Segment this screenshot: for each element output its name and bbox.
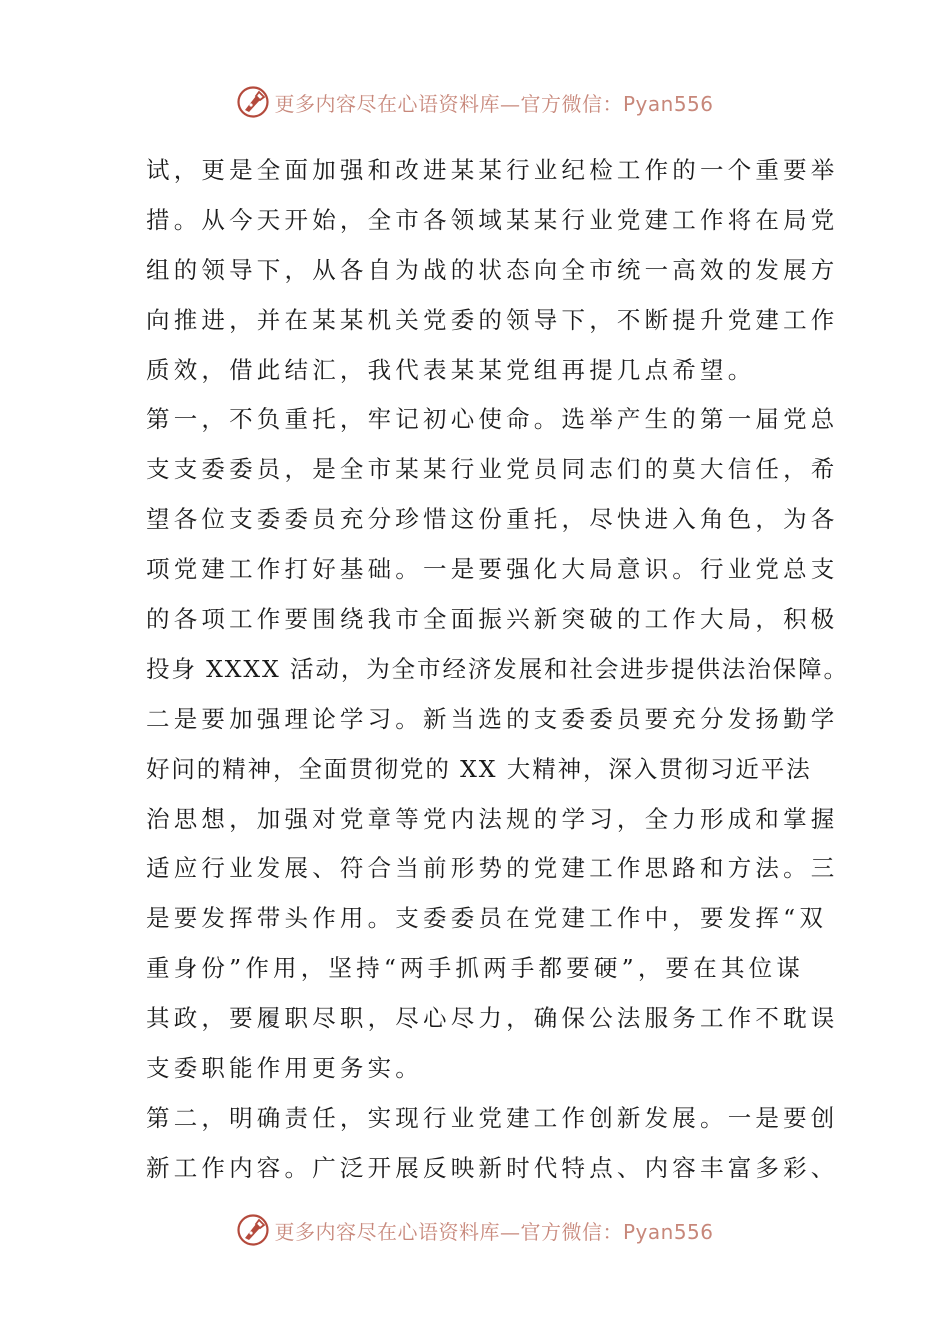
body-line: 的各项工作要围绕我市全面振兴新突破的工作大局，积极: [146, 605, 839, 634]
body-line: 好问的精神，全面贯彻党的 XX 大精神，深入贯彻习近平法: [146, 754, 812, 783]
body-line: 望各位支委委员充分珍惜这份重托，尽快进入角色，为各: [146, 505, 839, 534]
header-banner-main: 更多内容尽在心语资料库: [274, 91, 500, 116]
body-line: 是要发挥带头作用。支委委员在党建工作中，要发挥“双: [146, 904, 828, 933]
body-line: 第二，明确责任，实现行业党建工作创新发展。一是要创: [146, 1103, 839, 1132]
header-banner-text: [274, 88, 713, 117]
body-line: 重身份”作用，坚持“两手抓两手都要硬”，要在其位谋: [146, 954, 805, 983]
header-banner-id: Pyan556: [622, 91, 714, 116]
footer-banner: [0, 1208, 950, 1252]
footer-banner-main: 更多内容尽在心语资料库: [274, 1219, 500, 1244]
footer-banner-id: Pyan556: [622, 1219, 714, 1244]
header-banner: [0, 80, 950, 124]
pen-nib-logo-icon: [236, 85, 270, 119]
document-body: [146, 146, 849, 1194]
body-line: 支委职能作用更务实。: [146, 1054, 423, 1083]
body-line: 二是要加强理论学习。新当选的支委委员要充分发扬勤学: [146, 704, 839, 733]
body-line: 项党建工作打好基础。一是要强化大局意识。行业党总支: [146, 555, 839, 584]
footer-banner-wechat: 官方微信：: [520, 1219, 623, 1244]
header-banner-dash: —: [499, 91, 521, 116]
pen-nib-logo-icon: [236, 1213, 270, 1247]
body-line: 第一，不负重托，牢记初心使命。选举产生的第一届党总: [146, 405, 839, 434]
body-line: 组的领导下，从各自为战的状态向全市统一高效的发展方: [146, 255, 839, 284]
body-line: 支支委委员，是全市某某行业党员同志们的莫大信任，希: [146, 455, 839, 484]
body-line: 试，更是全面加强和改进某某行业纪检工作的一个重要举: [146, 156, 839, 184]
body-line: 措。从今天开始，全市各领域某某行业党建工作将在局党: [146, 205, 839, 234]
body-line: 新工作内容。广泛开展反映新时代特点、内容丰富多彩、: [146, 1153, 839, 1182]
body-line: 向推进，并在某某机关党委的领导下，不断提升党建工作: [146, 305, 839, 334]
body-line: 其政，要履职尽职，尽心尽力，确保公法服务工作不耽误: [146, 1004, 839, 1033]
body-line: 适应行业发展、符合当前形势的党建工作思路和方法。三: [146, 854, 839, 883]
body-line: 质效，借此结汇，我代表某某党组再提几点希望。: [146, 355, 756, 384]
body-line: 投身 XXXX 活动，为全市经济发展和社会进步提供法治保障。: [146, 654, 849, 683]
body-line: 治思想，加强对党章等党内法规的学习，全力形成和掌握: [146, 804, 839, 833]
footer-banner-text: [274, 1216, 713, 1245]
footer-banner-dash: —: [499, 1219, 521, 1244]
header-banner-wechat: 官方微信：: [520, 91, 623, 116]
